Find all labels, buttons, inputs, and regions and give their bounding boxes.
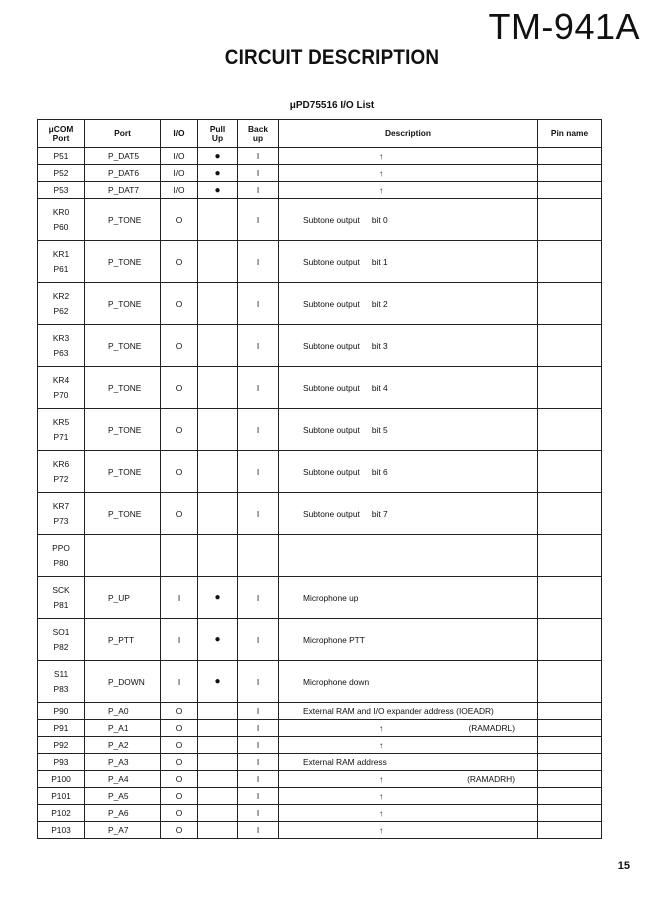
cell-pin-name <box>538 577 602 619</box>
ucom-port-secondary: P60 <box>53 221 69 232</box>
cell-io: O <box>161 805 198 822</box>
cell-io: I/O <box>161 165 198 182</box>
table-row <box>38 199 602 241</box>
cell-ucom-port: P100 <box>38 771 85 788</box>
cell-backup: I <box>238 737 279 754</box>
cell-pull-up <box>198 325 238 367</box>
ucom-port-primary: KR2 <box>52 290 70 301</box>
description-bit: bit 2 <box>371 298 388 309</box>
cell-io: O <box>161 199 198 241</box>
cell-ucom-port <box>38 241 85 283</box>
table-row <box>38 283 602 325</box>
cell-ucom-port <box>38 199 85 241</box>
cell-pull-up <box>198 283 238 325</box>
cell-port: P_DAT5 <box>85 148 161 165</box>
cell-io <box>161 535 198 577</box>
table-row <box>38 451 602 493</box>
cell-io: O <box>161 754 198 771</box>
cell-io: O <box>161 409 198 451</box>
cell-io: O <box>161 367 198 409</box>
cell-port: P_TONE <box>85 241 161 283</box>
cell-pull-up <box>198 720 238 737</box>
cell-ucom-port: P101 <box>38 788 85 805</box>
cell-backup: I <box>238 577 279 619</box>
ucom-port-primary: SO1 <box>52 626 70 637</box>
description-text: Subtone output <box>303 340 360 351</box>
model-number: TM-941A <box>488 6 640 47</box>
cell-ucom-port: P93 <box>38 754 85 771</box>
cell-pull-up: ● <box>198 182 238 199</box>
cell-description <box>279 325 538 367</box>
cell-pull-up <box>198 199 238 241</box>
cell-pin-name <box>538 409 602 451</box>
cell-description <box>279 737 538 754</box>
description-text: Subtone output <box>303 298 360 309</box>
description-text: Subtone output <box>303 382 360 393</box>
table-row <box>38 182 602 199</box>
cell-description <box>279 720 538 737</box>
cell-description <box>279 451 538 493</box>
ucom-port-primary: KR1 <box>52 248 70 259</box>
cell-pin-name <box>538 661 602 703</box>
cell-description <box>279 619 538 661</box>
cell-pin-name <box>538 325 602 367</box>
cell-port: P_TONE <box>85 283 161 325</box>
description-text: Subtone output <box>303 424 360 435</box>
cell-backup: I <box>238 325 279 367</box>
cell-description <box>279 754 538 771</box>
description-bit: bit 0 <box>371 214 388 225</box>
description-text: External RAM and I/O expander address (IOEADR) <box>303 706 494 716</box>
table-row <box>38 703 602 720</box>
table-row <box>38 493 602 535</box>
ucom-port-primary: PPO <box>52 542 70 553</box>
cell-pull-up: ● <box>198 165 238 182</box>
cell-description <box>279 283 538 325</box>
cell-pin-name <box>538 619 602 661</box>
cell-pin-name <box>538 720 602 737</box>
cell-backup: I <box>238 805 279 822</box>
cell-description <box>279 199 538 241</box>
cell-port: P_A0 <box>85 703 161 720</box>
cell-backup: I <box>238 241 279 283</box>
cell-pull-up <box>198 367 238 409</box>
cell-pull-up: ● <box>198 577 238 619</box>
cell-backup: I <box>238 788 279 805</box>
cell-description <box>279 409 538 451</box>
description-text: Subtone output <box>303 214 360 225</box>
ucom-port-primary: SCK <box>52 584 70 595</box>
description-text: Microphone down <box>303 676 370 687</box>
cell-port: P_A5 <box>85 788 161 805</box>
ucom-port-primary: KR4 <box>52 374 70 385</box>
cell-pin-name <box>538 737 602 754</box>
description-text: Subtone output <box>303 256 360 267</box>
cell-port: P_DAT7 <box>85 182 161 199</box>
table-row <box>38 771 602 788</box>
cell-pin-name <box>538 451 602 493</box>
cell-ucom-port: P92 <box>38 737 85 754</box>
cell-backup: I <box>238 409 279 451</box>
cell-ucom-port <box>38 367 85 409</box>
table-row <box>38 535 602 577</box>
cell-port: P_UP <box>85 577 161 619</box>
table-row <box>38 754 602 771</box>
description-bit: bit 1 <box>371 256 388 267</box>
col-header-pull-up: Pull Up <box>198 120 238 148</box>
description-register: (RAMADRH) <box>467 774 515 784</box>
cell-io: I <box>161 577 198 619</box>
col-header-io: I/O <box>161 120 198 148</box>
cell-pin-name <box>538 788 602 805</box>
cell-backup: I <box>238 165 279 182</box>
cell-pin-name <box>538 493 602 535</box>
ucom-port-secondary: P63 <box>53 347 69 358</box>
io-list-title: μPD75516 I/O List <box>289 100 375 111</box>
cell-pull-up: ● <box>198 619 238 661</box>
cell-port: P_A3 <box>85 754 161 771</box>
cell-backup: I <box>238 720 279 737</box>
ditto-arrow-icon: ↑ <box>379 185 384 195</box>
table-row <box>38 619 602 661</box>
cell-pin-name <box>538 771 602 788</box>
cell-pin-name <box>538 805 602 822</box>
cell-pull-up <box>198 754 238 771</box>
cell-port: P_A7 <box>85 822 161 839</box>
ucom-port-primary: KR3 <box>52 332 70 343</box>
cell-ucom-port: P91 <box>38 720 85 737</box>
cell-ucom-port <box>38 283 85 325</box>
ucom-port-primary: KR5 <box>52 416 70 427</box>
cell-ucom-port <box>38 619 85 661</box>
cell-pull-up <box>198 788 238 805</box>
section-title: CIRCUIT DESCRIPTION <box>224 46 440 69</box>
cell-pin-name <box>538 703 602 720</box>
description-text: Subtone output <box>303 466 360 477</box>
cell-port: P_A4 <box>85 771 161 788</box>
cell-ucom-port: P102 <box>38 805 85 822</box>
cell-port: P_TONE <box>85 409 161 451</box>
cell-pull-up <box>198 451 238 493</box>
ucom-port-primary: KR7 <box>52 500 70 511</box>
cell-backup: I <box>238 619 279 661</box>
cell-description <box>279 771 538 788</box>
cell-pull-up <box>198 493 238 535</box>
ucom-port-primary: S11 <box>53 668 69 679</box>
description-bit: bit 7 <box>371 508 388 519</box>
col-header-back-up: Back up <box>238 120 279 148</box>
cell-io: I/O <box>161 148 198 165</box>
cell-port: P_TONE <box>85 451 161 493</box>
cell-backup <box>238 535 279 577</box>
cell-port: P_TONE <box>85 493 161 535</box>
cell-ucom-port <box>38 451 85 493</box>
cell-description <box>279 788 538 805</box>
cell-io: O <box>161 703 198 720</box>
cell-io: O <box>161 451 198 493</box>
cell-pin-name <box>538 199 602 241</box>
cell-port: P_TONE <box>85 367 161 409</box>
ucom-port-secondary: P73 <box>53 515 69 526</box>
description-bit: bit 6 <box>371 466 388 477</box>
table-row <box>38 577 602 619</box>
table-row <box>38 367 602 409</box>
cell-backup: I <box>238 661 279 703</box>
cell-io: I <box>161 661 198 703</box>
description-text: Microphone up <box>303 592 359 603</box>
cell-pull-up <box>198 703 238 720</box>
cell-pin-name <box>538 535 602 577</box>
cell-pull-up <box>198 771 238 788</box>
ucom-port-primary: KR0 <box>52 206 70 217</box>
cell-description <box>279 703 538 720</box>
cell-description <box>279 148 538 165</box>
ditto-arrow-icon: ↑ <box>379 723 384 733</box>
cell-port: P_A6 <box>85 805 161 822</box>
table-row <box>38 241 602 283</box>
cell-backup: I <box>238 148 279 165</box>
ditto-arrow-icon: ↑ <box>379 151 384 161</box>
ucom-port-secondary: P61 <box>53 263 69 274</box>
ucom-port-secondary: P70 <box>53 389 69 400</box>
cell-port: P_PTT <box>85 619 161 661</box>
table-row <box>38 148 602 165</box>
cell-io: O <box>161 737 198 754</box>
description-text: Subtone output <box>303 508 360 519</box>
cell-description <box>279 165 538 182</box>
cell-ucom-port: P52 <box>38 165 85 182</box>
cell-ucom-port: P53 <box>38 182 85 199</box>
page-number: 15 <box>617 860 630 872</box>
cell-pin-name <box>538 148 602 165</box>
cell-port: P_TONE <box>85 325 161 367</box>
table-row <box>38 737 602 754</box>
cell-backup: I <box>238 283 279 325</box>
cell-ucom-port <box>38 493 85 535</box>
ucom-port-primary: KR6 <box>52 458 70 469</box>
cell-backup: I <box>238 182 279 199</box>
cell-description <box>279 367 538 409</box>
ucom-port-secondary: P71 <box>53 431 69 442</box>
cell-io: O <box>161 493 198 535</box>
cell-pin-name <box>538 283 602 325</box>
ditto-arrow-icon: ↑ <box>379 774 384 784</box>
cell-description <box>279 822 538 839</box>
ucom-port-secondary: P82 <box>53 641 69 652</box>
ditto-arrow-icon: ↑ <box>379 168 384 178</box>
cell-backup: I <box>238 367 279 409</box>
cell-pin-name <box>538 241 602 283</box>
table-row <box>38 165 602 182</box>
ucom-port-secondary: P81 <box>53 599 69 610</box>
io-list-table <box>37 119 602 839</box>
cell-description <box>279 182 538 199</box>
col-header-port: Port <box>85 120 161 148</box>
ucom-port-secondary: P83 <box>53 683 69 694</box>
cell-ucom-port: P103 <box>38 822 85 839</box>
cell-ucom-port: P51 <box>38 148 85 165</box>
cell-port: P_TONE <box>85 199 161 241</box>
cell-port: P_A2 <box>85 737 161 754</box>
cell-ucom-port <box>38 535 85 577</box>
ucom-port-secondary: P80 <box>53 557 69 568</box>
cell-pull-up <box>198 535 238 577</box>
cell-description <box>279 493 538 535</box>
cell-io: O <box>161 771 198 788</box>
cell-port: P_A1 <box>85 720 161 737</box>
cell-backup: I <box>238 451 279 493</box>
col-header-pin-name: Pin name <box>538 120 602 148</box>
cell-io: O <box>161 788 198 805</box>
description-text: External RAM address <box>303 757 387 767</box>
description-bit: bit 5 <box>371 424 388 435</box>
ditto-arrow-icon: ↑ <box>379 808 384 818</box>
table-row <box>38 805 602 822</box>
cell-ucom-port: P90 <box>38 703 85 720</box>
cell-backup: I <box>238 822 279 839</box>
ucom-port-secondary: P62 <box>53 305 69 316</box>
table-body <box>38 148 602 839</box>
cell-io: I/O <box>161 182 198 199</box>
cell-backup: I <box>238 754 279 771</box>
cell-pin-name <box>538 367 602 409</box>
cell-description <box>279 805 538 822</box>
cell-pull-up <box>198 805 238 822</box>
cell-pull-up <box>198 737 238 754</box>
cell-pin-name <box>538 822 602 839</box>
ditto-arrow-icon: ↑ <box>379 825 384 835</box>
cell-io: O <box>161 325 198 367</box>
cell-backup: I <box>238 199 279 241</box>
cell-pin-name <box>538 182 602 199</box>
cell-pull-up: ● <box>198 661 238 703</box>
table-row <box>38 788 602 805</box>
col-header-ucom-port: μCOM Port <box>38 120 85 148</box>
cell-pull-up: ● <box>198 148 238 165</box>
cell-ucom-port <box>38 577 85 619</box>
cell-description <box>279 535 538 577</box>
table-row <box>38 822 602 839</box>
description-register: (RAMADRL) <box>468 723 515 733</box>
cell-io: O <box>161 241 198 283</box>
table-row <box>38 720 602 737</box>
cell-description <box>279 661 538 703</box>
cell-ucom-port <box>38 409 85 451</box>
table-header-row <box>38 120 602 148</box>
cell-pin-name <box>538 165 602 182</box>
cell-ucom-port <box>38 661 85 703</box>
description-bit: bit 4 <box>371 382 388 393</box>
cell-pull-up <box>198 409 238 451</box>
cell-io: I <box>161 619 198 661</box>
description-bit: bit 3 <box>371 340 388 351</box>
cell-port <box>85 535 161 577</box>
cell-io: O <box>161 720 198 737</box>
cell-ucom-port <box>38 325 85 367</box>
col-header-description: Description <box>279 120 538 148</box>
cell-pull-up <box>198 822 238 839</box>
cell-backup: I <box>238 771 279 788</box>
table-row <box>38 409 602 451</box>
cell-io: O <box>161 283 198 325</box>
table-row <box>38 661 602 703</box>
cell-port: P_DAT6 <box>85 165 161 182</box>
ditto-arrow-icon: ↑ <box>379 740 384 750</box>
cell-pull-up <box>198 241 238 283</box>
cell-description <box>279 577 538 619</box>
cell-io: O <box>161 822 198 839</box>
ditto-arrow-icon: ↑ <box>379 791 384 801</box>
cell-port: P_DOWN <box>85 661 161 703</box>
ucom-port-secondary: P72 <box>53 473 69 484</box>
cell-backup: I <box>238 493 279 535</box>
cell-description <box>279 241 538 283</box>
cell-pin-name <box>538 754 602 771</box>
cell-backup: I <box>238 703 279 720</box>
table-row <box>38 325 602 367</box>
description-text: Microphone PTT <box>303 634 365 645</box>
